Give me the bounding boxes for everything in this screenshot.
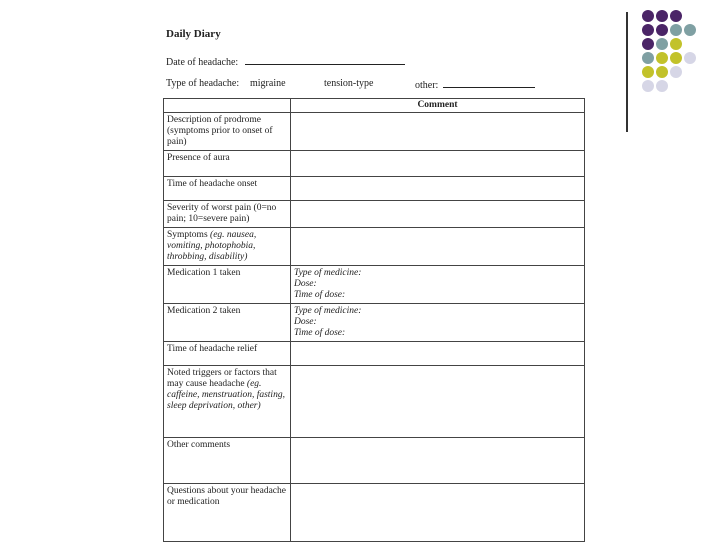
date-line — [166, 55, 405, 68]
decor-dot — [670, 66, 682, 78]
row-label: Time of headache onset — [164, 177, 291, 201]
type-option-other: other: — [415, 78, 535, 91]
decor-dot — [642, 80, 654, 92]
header-empty-cell — [164, 99, 291, 113]
table-row — [164, 228, 585, 266]
comment-cell[interactable] — [291, 484, 585, 542]
table-row — [164, 177, 585, 201]
comment-cell[interactable] — [291, 342, 585, 366]
comment-header: Comment — [291, 99, 585, 113]
table-header-row — [164, 99, 585, 113]
row-label: Noted triggers or factors that may cause headache (eg. caffeine, menstruation, fasting, sleep deprivation, other) — [164, 366, 291, 438]
decor-vertical-line — [626, 12, 628, 132]
decor-dot — [642, 38, 654, 50]
diary-title: Daily Diary — [166, 28, 221, 40]
comment-cell[interactable] — [291, 366, 585, 438]
row-label: Severity of worst pain (0=no pain; 10=severe pain) — [164, 201, 291, 228]
decor-dot — [656, 38, 668, 50]
other-blank — [443, 78, 535, 88]
row-label: Symptoms (eg. nausea, vomiting, photophobia, throbbing, disability) — [164, 228, 291, 266]
decor-dot — [656, 52, 668, 64]
decor-dot — [670, 10, 682, 22]
row-label: Medication 2 taken — [164, 304, 291, 342]
decor-dot — [642, 52, 654, 64]
decor-dot — [656, 10, 668, 22]
row-label: Description of prodrome (symptoms prior to onset of pain) — [164, 113, 291, 151]
table-row — [164, 266, 585, 304]
comment-cell[interactable] — [291, 438, 585, 484]
type-option-migraine: migraine — [250, 78, 286, 89]
row-label: Other comments — [164, 438, 291, 484]
table-row — [164, 366, 585, 438]
table-row — [164, 304, 585, 342]
table-row — [164, 438, 585, 484]
decor-dot — [642, 66, 654, 78]
diary-table — [163, 98, 585, 542]
type-option-tension: tension-type — [324, 78, 374, 89]
comment-cell[interactable]: Type of medicine: Dose: Time of dose: — [291, 304, 585, 342]
decor-dot-grid — [642, 10, 720, 120]
comment-cell[interactable] — [291, 228, 585, 266]
row-label: Time of headache relief — [164, 342, 291, 366]
decor-dot — [656, 80, 668, 92]
decor-dot — [684, 24, 696, 36]
decor-dot — [684, 52, 696, 64]
comment-cell[interactable] — [291, 201, 585, 228]
decor-dot — [642, 10, 654, 22]
decor-dot — [670, 24, 682, 36]
comment-cell[interactable] — [291, 151, 585, 177]
table-row — [164, 484, 585, 542]
table-row — [164, 201, 585, 228]
comment-cell[interactable] — [291, 177, 585, 201]
type-label: Type of headache: — [166, 78, 240, 89]
decor-dot — [670, 38, 682, 50]
table-row — [164, 151, 585, 177]
table-row — [164, 113, 585, 151]
row-label: Medication 1 taken — [164, 266, 291, 304]
date-label: Date of headache: — [166, 57, 239, 68]
date-blank — [245, 55, 405, 65]
decor-dot — [656, 24, 668, 36]
comment-cell[interactable]: Type of medicine: Dose: Time of dose: — [291, 266, 585, 304]
decor-dot — [670, 52, 682, 64]
row-label: Presence of aura — [164, 151, 291, 177]
comment-cell[interactable] — [291, 113, 585, 151]
table-row — [164, 342, 585, 366]
row-label: Questions about your headache or medication — [164, 484, 291, 542]
decor-dot — [642, 24, 654, 36]
decor-dot — [656, 66, 668, 78]
